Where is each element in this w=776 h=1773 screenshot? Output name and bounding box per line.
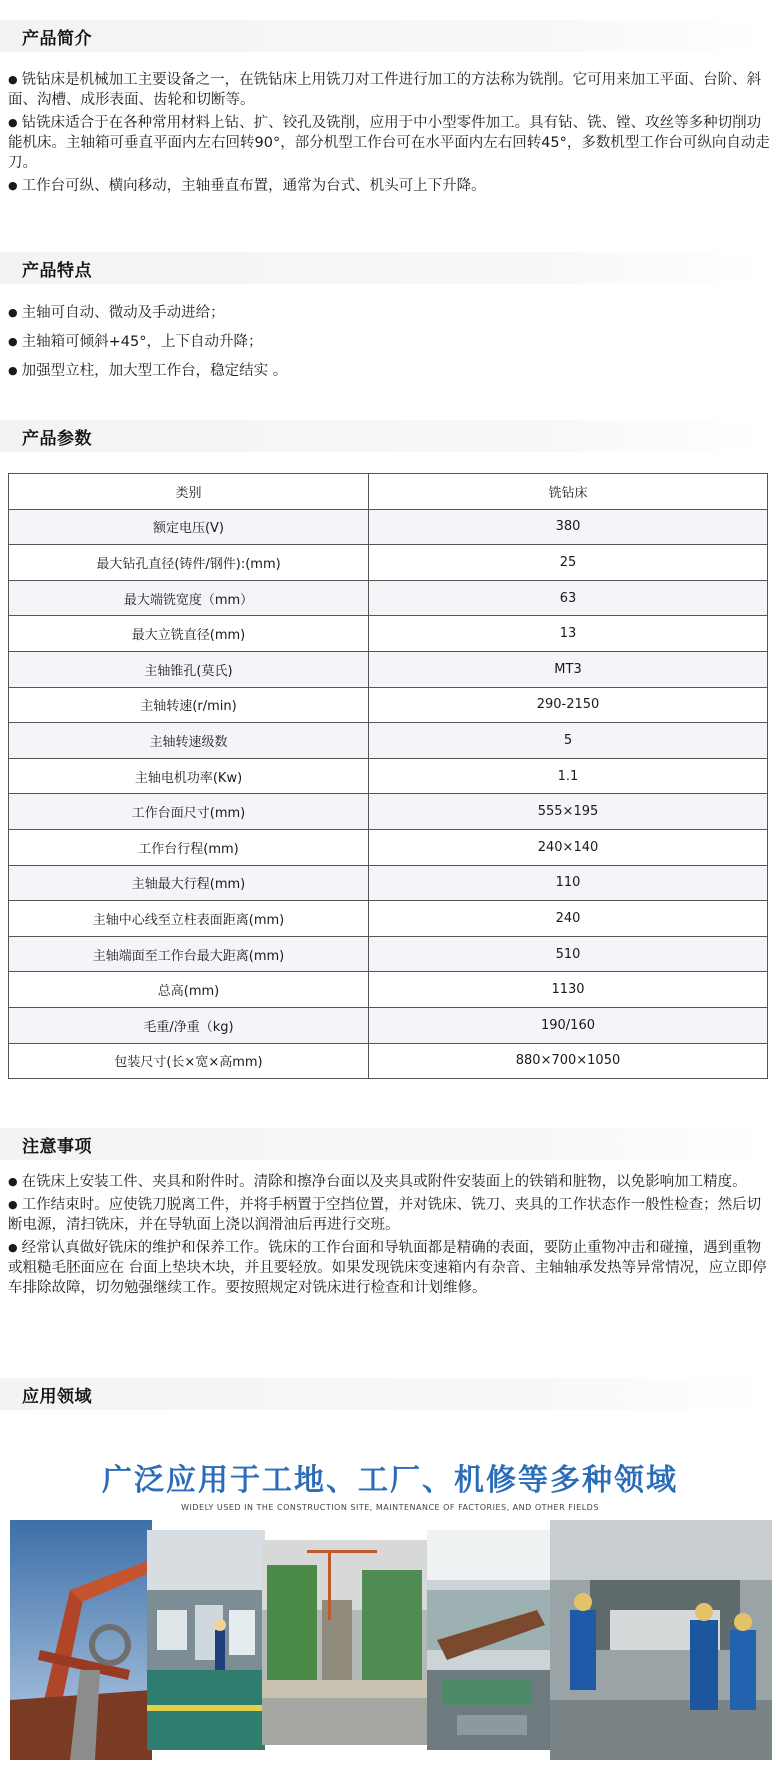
table-row: [9, 1043, 768, 1079]
table-row: [9, 616, 768, 652]
param-value-cell: 555×195: [369, 794, 768, 830]
param-name-cell: 主轴中心线至立柱表面距离(mm): [9, 901, 369, 937]
factory-workshop-photo: [147, 1530, 265, 1750]
table-row: [9, 794, 768, 830]
param-value-cell: 110: [369, 865, 768, 901]
param-name-cell: 类别: [9, 474, 369, 510]
section-header-application: [0, 1378, 768, 1410]
bullet-icon: ●: [8, 1198, 18, 1211]
section-title-notes: 注意事项: [22, 1137, 92, 1157]
bullet-icon: ●: [8, 306, 18, 319]
param-name-cell: 最大端铣宽度（mm）: [9, 580, 369, 616]
bullet-icon: ●: [8, 116, 18, 129]
table-row: [9, 545, 768, 581]
bullet-icon: ●: [8, 335, 18, 348]
building-site-photo: [262, 1540, 430, 1745]
param-value-cell: 1130: [369, 972, 768, 1008]
table-row: [9, 829, 768, 865]
application-banner: [10, 1445, 770, 1765]
param-value-cell: 1.1: [369, 758, 768, 794]
list-item: ● 主轴可自动、微动及手动进给；: [8, 305, 225, 321]
param-name-cell: 主轴转速(r/min): [9, 687, 369, 723]
section-title-application: 应用领域: [22, 1387, 92, 1407]
param-name-cell: 毛重/净重（kg): [9, 1007, 369, 1043]
section-title-features: 产品特点: [22, 261, 92, 281]
table-row: [9, 1007, 768, 1043]
section-header-features: [0, 252, 768, 284]
param-name-cell: 工作台行程(mm): [9, 829, 369, 865]
list-item: ● 在铣床上安装工件、夹具和附件时。清除和擦净台面以及夹具或附件安装面上的铁销和脏物，以免影响加工精度。: [8, 1174, 747, 1190]
list-item: ● 加强型立柱，加大型工作台，稳定结实 。: [8, 363, 288, 379]
list-item: ● 钻铣床适合于在各种常用材料上钻、扩、铰孔及铣削，应用于中小型零件加工。具有钻、铣、镗、攻丝等多种切削功能机床。主轴箱可垂直平面内左右回转90°，部分机型工作台可在水平面内左右回转45°，多数机型工作台可纵向自动走刀。: [8, 115, 770, 171]
list-item: ● 经常认真做好铣床的维护和保养工作。铣床的工作台面和导轨面都是精确的表面，要防止重物冲击和碰撞，遇到重物或粗糙毛胚面应在 台面上垫块木块，并且要轻放。如果发现铣床变速箱内有杂音、主轴轴承发热等异常情况，应立即停车排除故障，切勿勉强继续工作。要按照规定对铣床进行检查和计划维修。: [8, 1240, 767, 1296]
bullet-icon: ●: [8, 1241, 18, 1254]
section-title-intro: 产品简介: [22, 29, 92, 49]
param-name-cell: 主轴端面至工作台最大距离(mm): [9, 936, 369, 972]
banner-title: 广泛应用于工地、工厂、机修等多种领域: [102, 1463, 678, 1498]
table-row: [9, 972, 768, 1008]
param-name-cell: 主轴最大行程(mm): [9, 865, 369, 901]
section-header-params: [0, 420, 768, 452]
param-name-cell: 总高(mm): [9, 972, 369, 1008]
param-value-cell: 63: [369, 580, 768, 616]
machine-shop-photo: [427, 1530, 550, 1750]
list-item: ● 主轴箱可倾斜+45°，上下自动升降；: [8, 334, 263, 350]
param-value-cell: MT3: [369, 651, 768, 687]
param-value-cell: 380: [369, 509, 768, 545]
notes-bullet-list: [8, 1172, 770, 1301]
param-value-cell: 铣钻床: [369, 474, 768, 510]
bullet-icon: ●: [8, 364, 18, 377]
bullet-icon: ●: [8, 1175, 18, 1188]
auto-factory-workers-photo: [550, 1520, 772, 1760]
param-value-cell: 240×140: [369, 829, 768, 865]
table-row: [9, 901, 768, 937]
param-value-cell: 25: [369, 545, 768, 581]
param-value-cell: 5: [369, 723, 768, 759]
table-row: [9, 651, 768, 687]
section-header-notes: [0, 1128, 768, 1160]
bullet-icon: ●: [8, 179, 18, 192]
params-table: [8, 473, 768, 1079]
table-row: [9, 687, 768, 723]
construction-crane-photo: [10, 1520, 152, 1760]
bullet-icon: ●: [8, 73, 18, 86]
list-item: ● 工作结束时。应使铣刀脱离工件，并将手柄置于空挡位置，并对铣床、铣刀、夹具的工作状态作一般性检查；然后切断电源，清扫铣床，并在导轨面上浇以润滑油后再进行交班。: [8, 1197, 762, 1233]
param-name-cell: 主轴转速级数: [9, 723, 369, 759]
list-item: ● 铣钻床是机械加工主要设备之一，在铣钻床上用铣刀对工件进行加工的方法称为铣削。它可用来加工平面、台阶、斜面、沟槽、成形表面、齿轮和切断等。: [8, 72, 762, 108]
table-row: [9, 580, 768, 616]
param-name-cell: 主轴电机功率(Kw): [9, 758, 369, 794]
param-name-cell: 最大钻孔直径(铸件/钢件):(mm): [9, 545, 369, 581]
table-row: [9, 474, 768, 510]
table-row: [9, 865, 768, 901]
table-row: [9, 509, 768, 545]
table-row: [9, 723, 768, 759]
table-row: [9, 758, 768, 794]
list-item: ● 工作台可纵、横向移动，主轴垂直布置，通常为台式、机头可上下升降。: [8, 178, 486, 194]
param-value-cell: 240: [369, 901, 768, 937]
param-value-cell: 290-2150: [369, 687, 768, 723]
banner-subtitle: WIDELY USED IN THE CONSTRUCTION SITE, MAINTENANCE OF FACTORIES, AND OTHER FIELDS: [181, 1503, 599, 1512]
section-header-intro: [0, 20, 768, 52]
param-name-cell: 包装尺寸(长×宽×高mm): [9, 1043, 369, 1079]
intro-bullet-list: [8, 70, 770, 199]
param-name-cell: 工作台面尺寸(mm): [9, 794, 369, 830]
param-name-cell: 最大立铣直径(mm): [9, 616, 369, 652]
param-name-cell: 主轴锥孔(莫氏): [9, 651, 369, 687]
section-title-params: 产品参数: [22, 429, 92, 449]
features-bullet-list: [8, 300, 770, 387]
param-value-cell: 510: [369, 936, 768, 972]
param-value-cell: 190/160: [369, 1007, 768, 1043]
param-value-cell: 880×700×1050: [369, 1043, 768, 1079]
param-value-cell: 13: [369, 616, 768, 652]
table-row: [9, 936, 768, 972]
param-name-cell: 额定电压(V): [9, 509, 369, 545]
